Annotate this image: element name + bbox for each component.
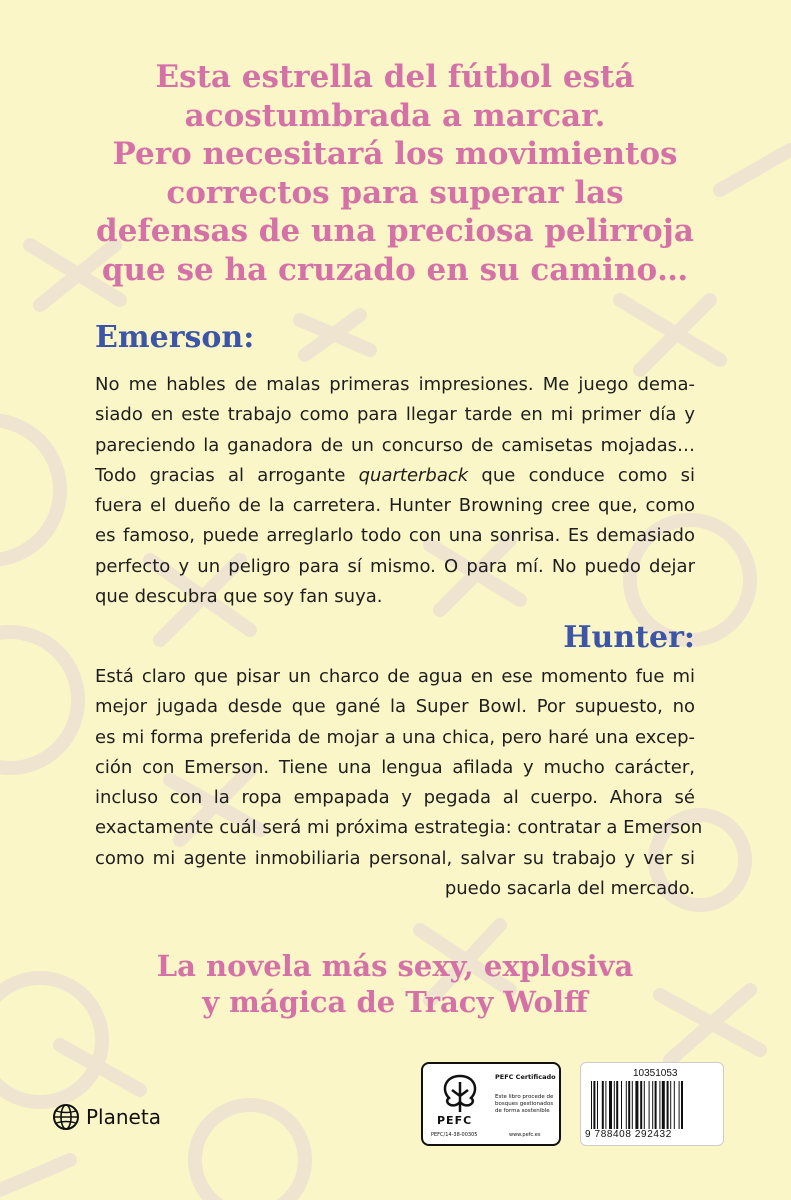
pefc-certificate	[421, 1062, 561, 1146]
closing-line: y mágica de Tracy Wolff	[202, 985, 588, 1019]
paragraph-line: fuera el dueño de la carretera. Hunter Browning cree que, como	[95, 495, 695, 517]
barcode-bar	[652, 1081, 653, 1129]
doodle-cross	[300, 315, 370, 355]
tagline-line: correctos para superar las	[166, 174, 624, 211]
barcode-bar	[635, 1081, 638, 1129]
planeta-globe-icon	[52, 1103, 80, 1131]
barcode-bars	[591, 1081, 715, 1129]
publisher-name: Planeta	[86, 1105, 161, 1129]
paragraph-line: Todo gracias al arrogante quarterback que conduce como si	[95, 464, 695, 486]
barcode-bar	[593, 1081, 595, 1129]
hunter-paragraph	[95, 662, 703, 904]
emerson-paragraph	[95, 370, 695, 612]
doodle-cross	[620, 300, 720, 370]
tagline-line: defensas de una preciosa pelirroja	[96, 213, 694, 249]
pefc-code: PEFC/14-38-00305	[431, 1132, 478, 1138]
barcode-bar	[628, 1081, 630, 1129]
paragraph-line: pareciendo la ganadora de un concurso de camisetas mojadas…	[95, 434, 695, 456]
paragraph-line: perfecto y un peligro para sí mismo. O para mí. No puedo dejar	[95, 555, 695, 577]
paragraph-line: Está claro que pisar un charco de agua en ese momento fue mi	[95, 666, 695, 687]
barcode-bar	[644, 1081, 645, 1129]
barcode-bar	[605, 1081, 606, 1129]
paragraph-line: mejor jugada desde que gané la Super Bowl. Por supuesto, no	[95, 696, 695, 718]
tagline	[60, 58, 730, 289]
tagline-line: que se ha cruzado en su camino…	[101, 251, 689, 288]
paragraph-line: ción con Emerson. Tiene una lengua afilada y mucho carácter,	[95, 756, 695, 778]
barcode-bar	[667, 1081, 669, 1129]
tagline-line: Esta estrella del fútbol está	[155, 59, 635, 95]
barcode-bar	[614, 1081, 615, 1129]
doodle-stroke	[0, 1160, 70, 1190]
barcode-bar	[616, 1081, 618, 1129]
paragraph-line: No me hables de malas primeras impresiones. Me juego dema-	[95, 374, 695, 395]
pefc-url: www.pefc.es	[509, 1132, 541, 1138]
barcode-bar	[679, 1081, 680, 1129]
paragraph-line: es famoso, puede arreglarlo todo con una sonrisa. Es demasiado	[95, 525, 695, 547]
hunter-heading: Hunter:	[563, 620, 695, 655]
closing-line: La novela más sexy, explosiva	[156, 949, 634, 983]
barcode-bar	[626, 1081, 627, 1129]
publisher-logo	[52, 1103, 161, 1131]
tagline-line: acostumbrada a marcar.	[184, 97, 606, 134]
italic-term: quarterback	[358, 464, 469, 486]
barcode-bar	[681, 1081, 683, 1129]
barcode-bar	[655, 1081, 657, 1129]
barcode-bar	[621, 1081, 622, 1129]
doodle-circle	[0, 632, 78, 768]
doodle-circle	[0, 420, 60, 560]
barcode-bar	[674, 1081, 675, 1129]
barcode-isbn: 9 788408 292432	[585, 1129, 672, 1140]
pefc-title: PEFC Certificado	[495, 1073, 556, 1081]
paragraph-line: puedo sacarla del mercado.	[444, 878, 695, 900]
barcode-bar	[591, 1081, 592, 1129]
barcode-bar	[602, 1081, 604, 1129]
doodle-circle	[195, 1105, 305, 1200]
paragraph-line: como mi agente inmobiliaria personal, salvar su trabajo y ver si	[95, 847, 695, 869]
doodle-stroke	[720, 150, 790, 190]
tagline-line: Pero necesitará los movimientos	[112, 136, 678, 172]
barcode-bar	[649, 1081, 650, 1129]
barcode-top-number: 10351053	[633, 1068, 678, 1079]
closing-tagline	[60, 948, 730, 1020]
barcode-bar	[632, 1081, 633, 1129]
pefc-logo-text: PEFC	[437, 1114, 473, 1127]
barcode-bar	[659, 1081, 660, 1129]
paragraph-line: que descubra que soy fan suya.	[95, 586, 383, 608]
paragraph-line: siado en este trabajo como para llegar tarde en mi primer día y	[95, 404, 695, 426]
paragraph-line: exactamente cuál será mi próxima estrategia: contratar a Emerson	[95, 817, 703, 839]
barcode-bar	[670, 1081, 671, 1129]
doodle-stroke	[60, 1045, 140, 1090]
pefc-description: Este libro procede de bosques gestionados de forma sostenible	[495, 1094, 554, 1114]
paragraph-line: incluso con la ropa empapada y pegada al cuerpo. Ahora sé	[95, 787, 695, 809]
barcode-bar	[640, 1081, 642, 1129]
barcode-bar	[609, 1081, 612, 1129]
barcode-bar	[662, 1081, 665, 1129]
barcode-bar	[597, 1081, 598, 1129]
emerson-heading: Emerson:	[95, 320, 255, 355]
paragraph-line: es mi forma preferida de mojar a una chica, pero haré una excep-	[95, 726, 695, 748]
pefc-tree-icon	[435, 1072, 485, 1114]
barcode	[580, 1062, 724, 1146]
